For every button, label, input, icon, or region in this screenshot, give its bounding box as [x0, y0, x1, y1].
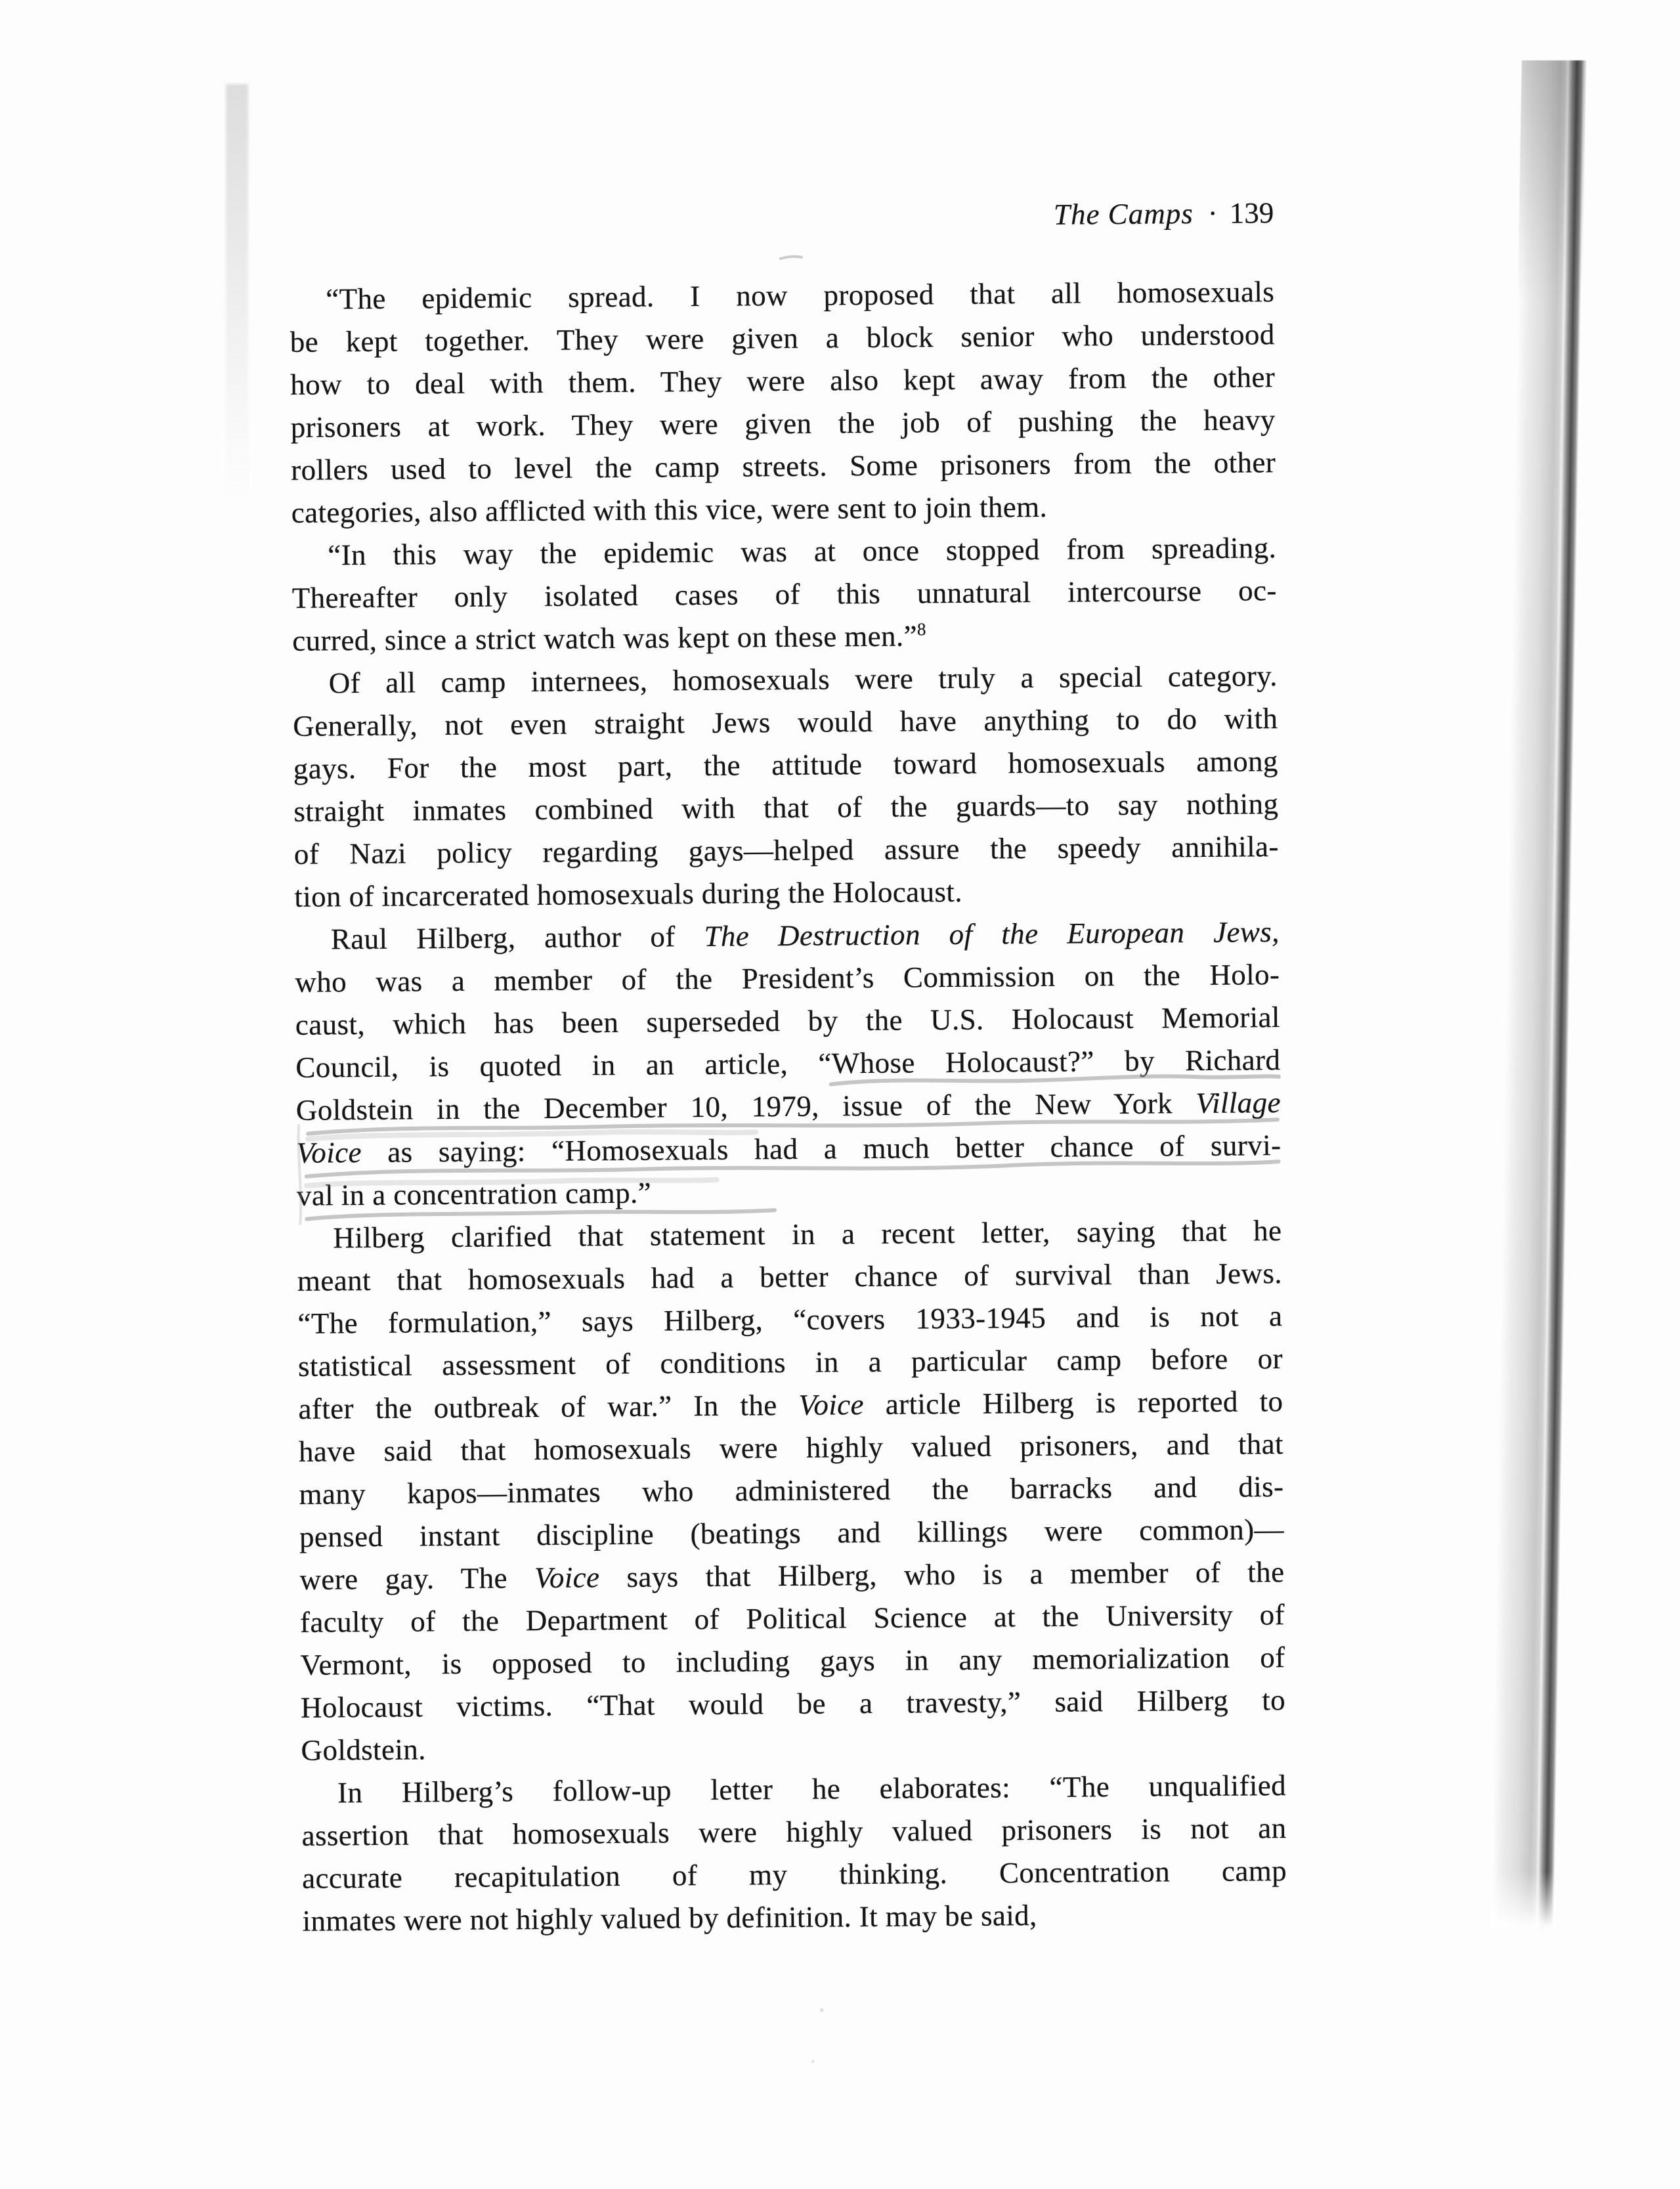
text-line: Hilberg clarified that statement in a recent letter, saying that he	[333, 1214, 1282, 1255]
text-line: pensed instant discipline (beatings and killings were common)—	[299, 1513, 1285, 1553]
text-line: Council, is quoted in an article, “Whose Holocaust?” by Richard	[295, 1043, 1281, 1084]
text-line: who was a member of the President’s Commission on the Holo-	[295, 958, 1280, 999]
text-line: assertion that homosexuals were highly valued prisoners is not an	[301, 1811, 1287, 1852]
text-line: “The formulation,” says Hilberg, “covers 1933-1945 and is not a	[297, 1299, 1283, 1340]
text-line: meant that homosexuals had a better chance of survival than Jews.	[297, 1257, 1283, 1297]
text-line: Holocaust victims. “That would be a travesty,” said Hilberg to	[300, 1683, 1286, 1724]
paragraph	[301, 1764, 1287, 1943]
text-line: how to deal with them. They were also kept away from the other	[290, 360, 1276, 401]
text-line: prisoners at work. They were given the job of pushing the heavy	[290, 403, 1276, 444]
text-line: Generally, not even straight Jews would have anything to do with	[293, 702, 1278, 743]
text-line: rollers used to level the camp streets. Some prisoners from the other	[291, 446, 1276, 487]
paragraph	[297, 1209, 1286, 1772]
body-text	[290, 271, 1287, 1943]
text-line: tion of incarcerated homosexuals during the Holocaust.	[294, 875, 963, 913]
text-line: Raul Hilberg, author of The Destruction of the European Jews,	[330, 915, 1280, 956]
scanned-page-content	[289, 193, 1289, 2144]
text-line: Thereafter only isolated cases of this unnatural intercourse oc-	[291, 574, 1277, 615]
paragraph	[295, 911, 1282, 1217]
text-line: statistical assessment of conditions in a particular camp before or	[297, 1342, 1283, 1383]
text-line: “The epidemic spread. I now proposed that all homosexuals	[326, 275, 1275, 316]
text-line: Goldstein.	[301, 1733, 426, 1767]
text-line: accurate recapitulation of my thinking. Concentration camp	[301, 1854, 1287, 1895]
text-line: faculty of the Department of Political Science at the University of	[299, 1598, 1285, 1639]
page-header	[289, 193, 1274, 240]
text-line: caust, which has been superseded by the U.S. Holocaust Memorial	[295, 1001, 1281, 1041]
page-edge-shadow-left	[226, 84, 248, 504]
paragraph	[293, 655, 1280, 919]
text-line: after the outbreak of war.” In the Voice article Hilberg is reported to	[298, 1385, 1283, 1425]
text-line: Goldstein in the December 10, 1979, issue of the New York Village	[295, 1086, 1282, 1127]
header-separator: ·	[1207, 196, 1218, 230]
text-line: have said that homosexuals were highly valued prisoners, and that	[298, 1427, 1284, 1468]
text-line: Of all camp internees, homosexuals were truly a special category.	[328, 659, 1278, 700]
text-line: were gay. The Voice says that Hilberg, who is a member of the	[299, 1555, 1285, 1596]
page-number: 139	[1229, 196, 1274, 230]
running-title: The Camps	[1053, 197, 1194, 231]
text-line: Vermont, is opposed to including gays in any memorialization of	[300, 1641, 1285, 1681]
text-line: “In this way the epidemic was at once stopped from spreading.	[328, 531, 1277, 572]
paragraph	[290, 271, 1276, 534]
text-line: curred, since a strict watch was kept on these men.”$^8$	[292, 619, 926, 657]
text-line: of Nazi policy regarding gays—helped assure the speedy annihila-	[293, 830, 1279, 871]
text-line: Voice as saying: “Homosexuals had a much better chance of survi-	[296, 1129, 1282, 1169]
paragraph	[291, 527, 1277, 662]
text-line: In Hilberg’s follow-up letter he elaborates: “The unqualified	[337, 1769, 1287, 1810]
text-line: be kept together. They were given a block senior who understood	[290, 318, 1275, 358]
text-line: inmates were not highly valued by definition. It may be said,	[302, 1899, 1037, 1938]
book-binding-shadow	[1491, 60, 1586, 1928]
text-line: val in a concentration camp.”	[296, 1176, 652, 1212]
text-line: categories, also afflicted with this vice, were sent to join them.	[291, 490, 1048, 529]
text-line: many kapos—inmates who administered the barracks and dis-	[299, 1470, 1284, 1511]
text-line: gays. For the most part, the attitude toward homosexuals among	[293, 745, 1278, 785]
text-line: straight inmates combined with that of the guards—to say nothing	[293, 787, 1279, 828]
